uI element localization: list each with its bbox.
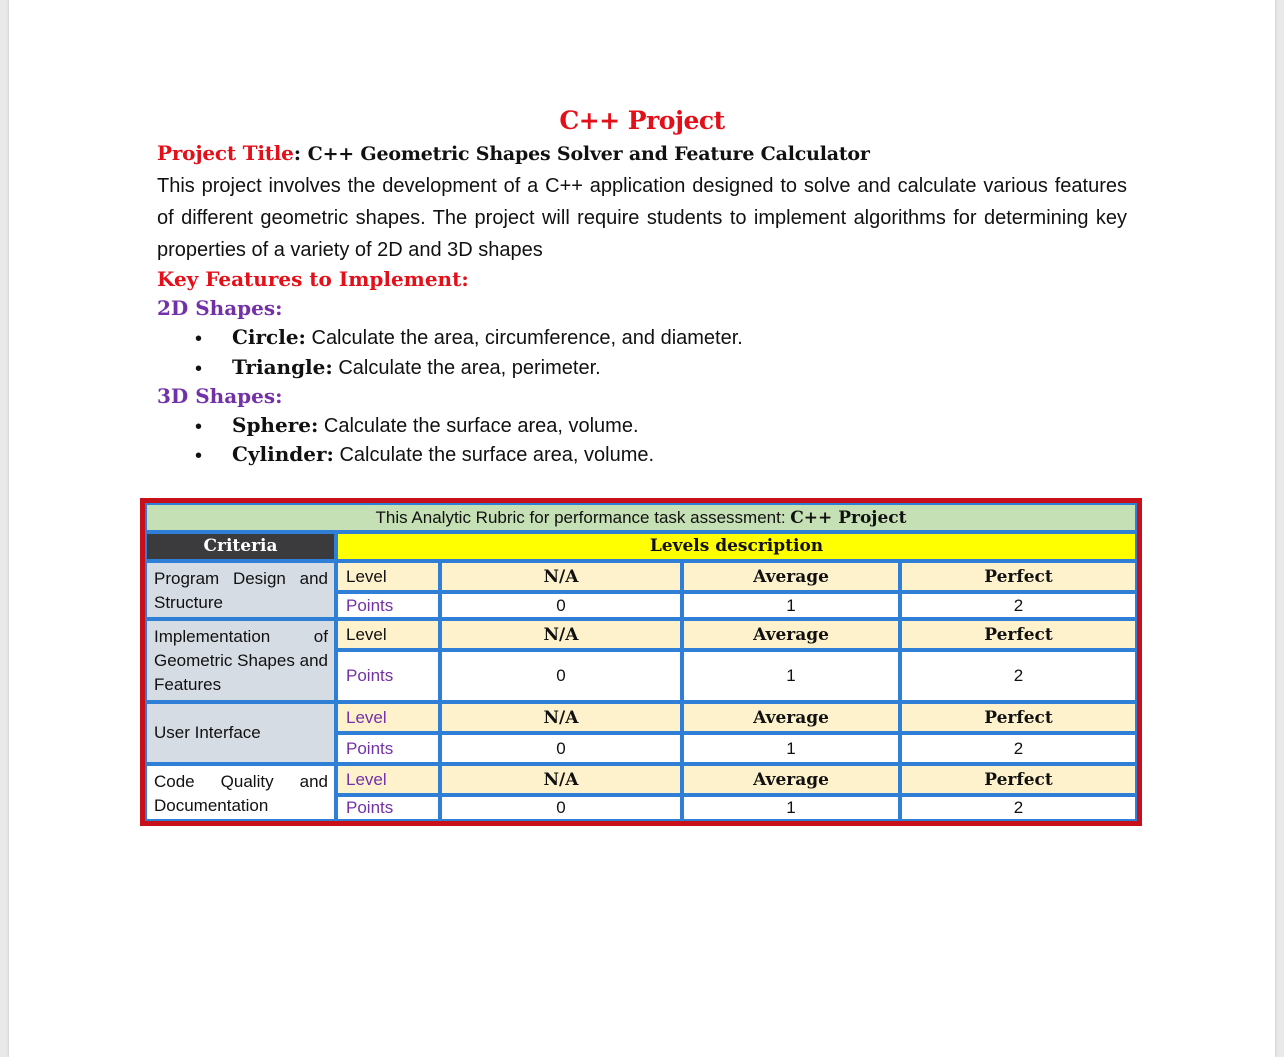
rubric-caption-bold: C++ Project xyxy=(790,508,907,528)
bullet-icon: • xyxy=(195,328,203,350)
points-perfect: 2 xyxy=(900,592,1137,619)
points-label: Points xyxy=(336,592,440,619)
points-perfect: 2 xyxy=(900,650,1137,702)
level-average: Average xyxy=(682,619,900,650)
criteria-cell: User Interface xyxy=(145,702,336,764)
document-page xyxy=(9,0,1275,1057)
level-na: N/A xyxy=(440,619,682,650)
level-label: Level xyxy=(336,702,440,733)
bullet-item-circle xyxy=(232,325,743,350)
level-perfect: Perfect xyxy=(900,764,1137,795)
project-title-line xyxy=(157,141,870,166)
item-text: Calculate the area, circumference, and diameter. xyxy=(305,327,743,349)
points-average: 1 xyxy=(682,795,900,821)
rubric-table xyxy=(140,498,1142,826)
rubric-caption-prefix: This Analytic Rubric for performance task assessment: xyxy=(375,508,791,527)
level-average: Average xyxy=(682,764,900,795)
project-title-sep: : xyxy=(293,141,308,165)
points-label: Points xyxy=(336,733,440,764)
criteria-cell: Implementation of Geometric Shapes and Features xyxy=(145,619,336,702)
levels-header: Levels description xyxy=(336,532,1137,561)
level-na: N/A xyxy=(440,764,682,795)
bullet-icon: • xyxy=(195,445,203,467)
points-label: Points xyxy=(336,795,440,821)
item-name: Circle: xyxy=(232,325,306,349)
bullet-item-cylinder xyxy=(232,442,654,467)
points-na: 0 xyxy=(440,733,682,764)
item-text: Calculate the area, perimeter. xyxy=(332,357,601,379)
points-average: 1 xyxy=(682,733,900,764)
points-na: 0 xyxy=(440,795,682,821)
points-perfect: 2 xyxy=(900,733,1137,764)
level-perfect: Perfect xyxy=(900,702,1137,733)
points-perfect: 2 xyxy=(900,795,1137,821)
points-average: 1 xyxy=(682,650,900,702)
item-text: Calculate the surface area, volume. xyxy=(333,444,655,466)
level-average: Average xyxy=(682,702,900,733)
bullet-icon: • xyxy=(195,416,203,438)
key-features-heading: Key Features to Implement: xyxy=(157,267,469,291)
rubric-caption xyxy=(145,503,1137,532)
level-na: N/A xyxy=(440,702,682,733)
criteria-cell: Program Design and Structure xyxy=(145,561,336,619)
item-name: Cylinder: xyxy=(232,442,334,466)
level-label: Level xyxy=(336,764,440,795)
level-label: Level xyxy=(336,561,440,592)
project-description: This project involves the development of a C++ application designed to solve and calculate various features of different geometric shapes. The project will require students to implement algorithms for determining key properties of a variety of 2D and 3D shapes xyxy=(157,175,1127,261)
item-name: Triangle: xyxy=(232,355,333,379)
level-perfect: Perfect xyxy=(900,561,1137,592)
points-na: 0 xyxy=(440,592,682,619)
level-average: Average xyxy=(682,561,900,592)
points-average: 1 xyxy=(682,592,900,619)
item-text: Calculate the surface area, volume. xyxy=(318,415,639,437)
section-heading-3d: 3D Shapes: xyxy=(157,384,283,408)
project-title-label: Project Title xyxy=(157,141,294,165)
document-title: C++ Project xyxy=(559,106,725,135)
level-label: Level xyxy=(336,619,440,650)
bullet-item-sphere xyxy=(232,413,639,438)
project-title-value: C++ Geometric Shapes Solver and Feature Calculator xyxy=(307,143,870,165)
bullet-item-triangle xyxy=(232,355,601,380)
item-name: Sphere: xyxy=(232,413,319,437)
criteria-header: Criteria xyxy=(145,532,336,561)
criteria-cell: Code Quality and Documentation xyxy=(145,764,336,821)
level-perfect: Perfect xyxy=(900,619,1137,650)
points-na: 0 xyxy=(440,650,682,702)
bullet-icon: • xyxy=(195,358,203,380)
points-label: Points xyxy=(336,650,440,702)
level-na: N/A xyxy=(440,561,682,592)
section-heading-2d: 2D Shapes: xyxy=(157,296,283,320)
